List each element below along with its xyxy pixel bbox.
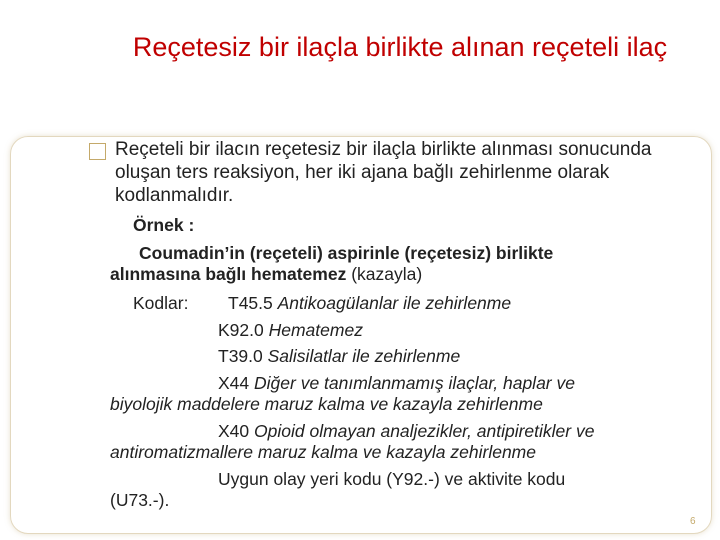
code-value: X40	[218, 421, 250, 441]
example-line-2	[110, 264, 422, 285]
code-description-continued: biyolojik maddelere maruz kalma ve kazayla zehirlenme	[110, 394, 543, 414]
example-line-2-bold: alınmasına bağlı hematemez	[110, 264, 347, 284]
slide-title: Reçetesiz bir ilaçla birlikte alınan reçeteli ilaç	[132, 32, 668, 62]
final-line-2: (U73.-).	[110, 490, 170, 510]
bullet-square-icon	[89, 143, 106, 160]
page-number: 6	[690, 516, 696, 527]
example-label: Örnek :	[133, 215, 195, 235]
code-value: T45.5	[228, 293, 273, 313]
code-description: Salisilatlar ile zehirlenme	[267, 346, 461, 366]
final-line-1: Uygun olay yeri kodu (Y92.-) ve aktivite kodu	[218, 469, 566, 489]
code-description: Diğer ve tanımlanmamış ilaçlar, haplar ve	[254, 373, 575, 393]
code-row	[218, 421, 594, 442]
example-line-1: Coumadin’in (reçeteli) aspirinle (reçetesiz) birlikte	[139, 243, 554, 263]
code-row	[218, 320, 363, 341]
code-value: X44	[218, 373, 250, 393]
code-description: Opioid olmayan analjezikler, antipiretikler ve	[254, 421, 595, 441]
example-line-2-rest: (kazayla)	[346, 264, 423, 284]
code-value: T39.0	[218, 346, 263, 366]
code-description-continued: antiromatizmallere maruz kalma ve kazayla zehirlenme	[110, 442, 536, 462]
code-value: K92.0	[218, 320, 264, 340]
code-description: Hematemez	[268, 320, 363, 340]
code-row	[218, 373, 575, 394]
codes-label: Kodlar:	[133, 293, 189, 313]
code-description: Antikoagülanlar ile zehirlenme	[277, 293, 512, 313]
code-row	[228, 293, 511, 314]
code-row	[218, 346, 460, 367]
bullet-text: Reçeteli bir ilacın reçetesiz bir ilaçla birlikte alınması sonucunda oluşan ters reaksiyon, her iki ajana bağlı zehirlenme olarak kodlanmalıdır.	[115, 139, 652, 206]
